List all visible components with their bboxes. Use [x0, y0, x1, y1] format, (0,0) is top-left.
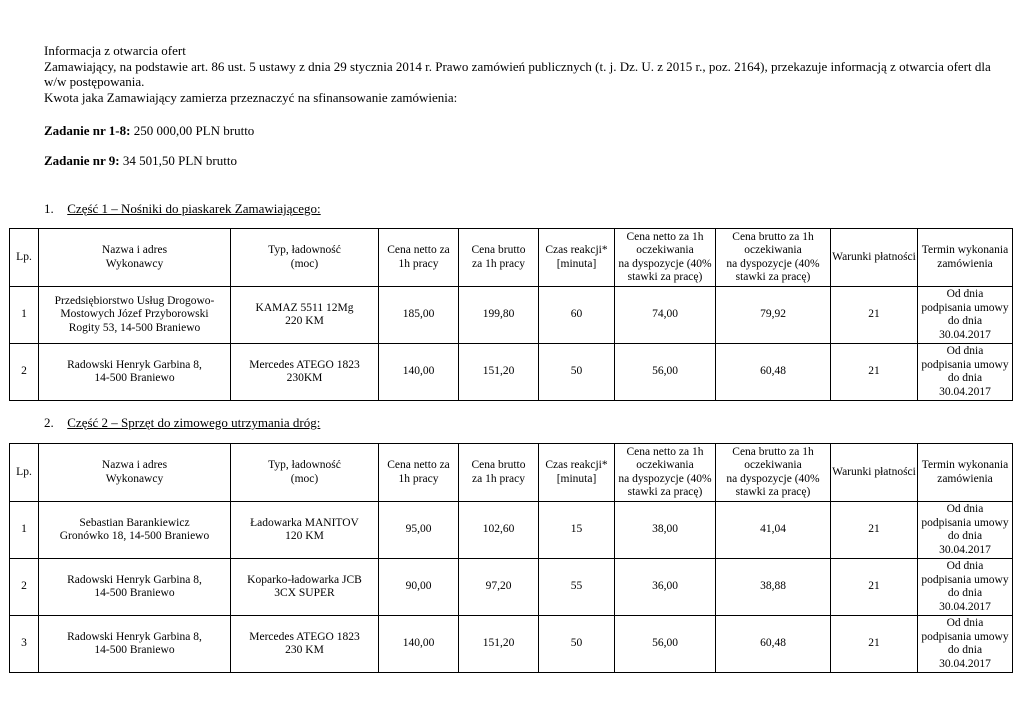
cell-gross-waiting-price: 79,92 — [716, 287, 831, 344]
cell-line: 30.04.2017 — [939, 543, 991, 556]
cell-line: oczekiwania — [744, 459, 802, 471]
cell-line: 1h pracy — [398, 257, 439, 270]
header-gross-waiting-price — [716, 444, 831, 502]
cell-contractor — [39, 344, 231, 401]
cell-line: 30.04.2017 — [939, 328, 991, 341]
section-title: Część 2 – Sprzęt do zimowego utrzymania dróg: — [67, 415, 321, 430]
header-completion-term — [918, 444, 1013, 502]
header-net-waiting-price — [615, 229, 716, 287]
table-row — [10, 502, 1013, 559]
cell-line: do dnia — [947, 530, 983, 542]
header-vehicle-type — [231, 444, 379, 502]
cell-line: Czas reakcji* — [545, 244, 608, 256]
cell-reaction-time: 60 — [539, 287, 615, 344]
cell-line: 30.04.2017 — [939, 600, 991, 613]
cell-line: 230KM — [286, 372, 323, 384]
cell-line: Czas reakcji* — [545, 459, 608, 471]
header-vehicle-type — [231, 229, 379, 287]
document-title: Informacja z otwarcia ofert — [44, 43, 186, 58]
cell-reaction-time: 50 — [539, 616, 615, 673]
cell-line: Cena netto za — [387, 459, 450, 471]
cell-line: za 1h pracy — [472, 257, 525, 270]
cell-line: stawki za pracę) — [627, 271, 703, 283]
cell-gross-waiting-price: 38,88 — [716, 559, 831, 616]
cell-line: (moc) — [290, 257, 319, 270]
cell-payment-terms: 21 — [831, 287, 918, 344]
cell-line: 30.04.2017 — [939, 657, 991, 670]
cell-line: na dyspozycje (40% — [618, 472, 712, 485]
cell-line: Od dnia — [946, 503, 984, 515]
cell-line: Cena netto za 1h — [626, 445, 704, 458]
cell-line: Cena brutto za 1h — [732, 230, 814, 243]
table-row — [10, 559, 1013, 616]
header-net-price — [379, 229, 459, 287]
header-gross-waiting-price — [716, 229, 831, 287]
cell-line: do dnia — [947, 587, 983, 599]
budget-heading: Kwota jaka Zamawiający zamierza przeznaczyć na sfinansowanie zamówienia: — [44, 89, 458, 105]
cell-vehicle-type — [231, 559, 379, 616]
cell-completion-term — [918, 287, 1013, 344]
cell-net-waiting-price: 38,00 — [615, 502, 716, 559]
cell-gross-price: 97,20 — [459, 559, 539, 616]
cell-line: 14-500 Braniewo — [94, 644, 175, 656]
cell-net-price: 140,00 — [379, 616, 459, 673]
cell-line: Przedsiębiorstwo Usług Drogowo- — [54, 294, 215, 307]
cell-line: oczekiwania — [636, 244, 694, 256]
section-heading-1 — [44, 201, 321, 217]
task-label: Zadanie nr 1-8: — [44, 123, 131, 138]
task-label: Zadanie nr 9: — [44, 153, 120, 168]
cell-line: 1h pracy — [398, 472, 439, 485]
cell-gross-waiting-price: 60,48 — [716, 616, 831, 673]
task-budget-1-8 — [44, 123, 254, 139]
table-header-row — [10, 229, 1013, 287]
header-lp: Lp. — [10, 229, 39, 287]
cell-line: Wykonawcy — [105, 257, 164, 270]
header-completion-term — [918, 229, 1013, 287]
cell-payment-terms: 21 — [831, 502, 918, 559]
cell-line: 30.04.2017 — [939, 385, 991, 398]
cell-net-waiting-price: 74,00 — [615, 287, 716, 344]
cell-line: Cena netto za 1h — [626, 230, 704, 243]
header-contractor — [39, 229, 231, 287]
header-contractor — [39, 444, 231, 502]
cell-line: Cena brutto za 1h — [732, 445, 814, 458]
cell-line: Od dnia — [946, 560, 984, 572]
cell-line: podpisania umowy — [921, 516, 1009, 529]
cell-line: Od dnia — [946, 288, 984, 300]
section-title: Część 1 – Nośniki do piaskarek Zamawiającego: — [67, 201, 321, 216]
offers-table-part-1 — [9, 228, 1013, 401]
section-number: 2. — [44, 415, 54, 430]
cell-line: Wykonawcy — [105, 472, 164, 485]
header-reaction-time — [539, 229, 615, 287]
task-value: 250 000,00 PLN brutto — [133, 123, 255, 138]
header-net-price — [379, 444, 459, 502]
cell-line: Cena brutto — [471, 244, 526, 256]
cell-contractor — [39, 502, 231, 559]
cell-line: Cena netto za — [387, 244, 450, 256]
cell-line: Sebastian Barankiewicz — [79, 516, 190, 529]
cell-gross-waiting-price: 41,04 — [716, 502, 831, 559]
cell-line: Warunki płatności — [832, 465, 916, 478]
header-payment-terms — [831, 444, 918, 502]
cell-line: Typ, ładowność — [268, 459, 341, 471]
task-value: 34 501,50 PLN brutto — [122, 153, 237, 168]
cell-net-waiting-price: 36,00 — [615, 559, 716, 616]
cell-line: Termin wykonania — [921, 459, 1009, 471]
cell-line: na dyspozycje (40% — [726, 257, 820, 270]
cell-line: 14-500 Braniewo — [94, 587, 175, 599]
cell-line: stawki za pracę) — [735, 486, 811, 498]
header-gross-price — [459, 444, 539, 502]
cell-line: Mostowych Józef Przyborowski — [60, 308, 209, 321]
cell-line: Warunki płatności — [832, 250, 916, 263]
cell-vehicle-type — [231, 502, 379, 559]
cell-line: Od dnia — [946, 345, 984, 357]
header-lp: Lp. — [10, 444, 39, 502]
cell-net-price: 185,00 — [379, 287, 459, 344]
cell-line: Rogity 53, 14-500 Braniewo — [68, 321, 201, 334]
cell-line: Radowski Henryk Garbina 8, — [67, 630, 202, 643]
cell-lp: 3 — [10, 616, 39, 673]
cell-net-price: 140,00 — [379, 344, 459, 401]
cell-gross-price: 199,80 — [459, 287, 539, 344]
header-payment-terms — [831, 229, 918, 287]
header-reaction-time — [539, 444, 615, 502]
cell-line: (moc) — [290, 472, 319, 485]
cell-lp: 1 — [10, 287, 39, 344]
cell-line: stawki za pracę) — [627, 486, 703, 498]
cell-net-waiting-price: 56,00 — [615, 344, 716, 401]
cell-line: zamówienia — [937, 472, 993, 485]
cell-line: Termin wykonania — [921, 244, 1009, 256]
cell-line: Nazwa i adres — [101, 459, 168, 471]
cell-completion-term — [918, 559, 1013, 616]
cell-completion-term — [918, 502, 1013, 559]
cell-line: Mercedes ATEGO 1823 — [249, 630, 360, 643]
cell-line: do dnia — [947, 644, 983, 656]
cell-line: [minuta] — [556, 257, 597, 270]
header-net-waiting-price — [615, 444, 716, 502]
cell-line: na dyspozycje (40% — [726, 472, 820, 485]
cell-gross-price: 102,60 — [459, 502, 539, 559]
cell-line: 3CX SUPER — [274, 587, 335, 599]
cell-contractor — [39, 616, 231, 673]
cell-line: podpisania umowy — [921, 301, 1009, 314]
task-budget-9 — [44, 153, 237, 169]
cell-contractor — [39, 559, 231, 616]
cell-contractor — [39, 287, 231, 344]
cell-line: Radowski Henryk Garbina 8, — [67, 573, 202, 586]
cell-line: Koparko-ładowarka JCB — [247, 573, 362, 586]
cell-completion-term — [918, 616, 1013, 673]
cell-line: oczekiwania — [636, 459, 694, 471]
cell-reaction-time: 55 — [539, 559, 615, 616]
cell-net-waiting-price: 56,00 — [615, 616, 716, 673]
cell-line: zamówienia — [937, 257, 993, 270]
cell-vehicle-type — [231, 344, 379, 401]
table-row — [10, 287, 1013, 344]
cell-line: za 1h pracy — [472, 472, 525, 485]
cell-line: Od dnia — [946, 617, 984, 629]
table-header-row — [10, 444, 1013, 502]
cell-line: KAMAZ 5511 12Mg — [255, 301, 354, 314]
cell-line: do dnia — [947, 315, 983, 327]
table-row — [10, 616, 1013, 673]
cell-line: na dyspozycje (40% — [618, 257, 712, 270]
cell-line: podpisania umowy — [921, 358, 1009, 371]
cell-line: Ładowarka MANITOV — [250, 516, 359, 529]
cell-gross-price: 151,20 — [459, 344, 539, 401]
cell-line: podpisania umowy — [921, 573, 1009, 586]
cell-line: Nazwa i adres — [101, 244, 168, 256]
cell-payment-terms: 21 — [831, 559, 918, 616]
section-number: 1. — [44, 201, 54, 216]
cell-reaction-time: 50 — [539, 344, 615, 401]
intro-block — [44, 43, 994, 105]
cell-line: Mercedes ATEGO 1823 — [249, 358, 360, 371]
cell-line: 230 KM — [285, 644, 324, 656]
cell-line: 220 KM — [285, 315, 324, 327]
table-row — [10, 344, 1013, 401]
cell-line: Radowski Henryk Garbina 8, — [67, 358, 202, 371]
cell-lp: 2 — [10, 344, 39, 401]
cell-payment-terms: 21 — [831, 344, 918, 401]
cell-lp: 2 — [10, 559, 39, 616]
cell-line: podpisania umowy — [921, 630, 1009, 643]
legal-basis-text: Zamawiający, na podstawie art. 86 ust. 5 ustawy z dnia 29 stycznia 2014 r. Prawo zamówień publicznych (t. j. Dz. U. z 2015 r., poz. 2164), przekazuje informacją z otwarcia ofert dla w/w postępowania. — [44, 58, 991, 89]
cell-payment-terms: 21 — [831, 616, 918, 673]
cell-gross-price: 151,20 — [459, 616, 539, 673]
cell-line: stawki za pracę) — [735, 271, 811, 283]
cell-lp: 1 — [10, 502, 39, 559]
cell-line: Typ, ładowność — [268, 244, 341, 256]
section-heading-2 — [44, 415, 320, 431]
offers-table-part-2 — [9, 443, 1013, 673]
cell-line: Gronówko 18, 14-500 Braniewo — [59, 530, 210, 542]
cell-net-price: 95,00 — [379, 502, 459, 559]
cell-vehicle-type — [231, 616, 379, 673]
cell-net-price: 90,00 — [379, 559, 459, 616]
cell-line: 120 KM — [285, 530, 324, 542]
cell-line: [minuta] — [556, 472, 597, 485]
header-gross-price — [459, 229, 539, 287]
cell-line: 14-500 Braniewo — [94, 372, 175, 384]
cell-line: do dnia — [947, 372, 983, 384]
cell-reaction-time: 15 — [539, 502, 615, 559]
cell-line: Cena brutto — [471, 459, 526, 471]
cell-line: oczekiwania — [744, 244, 802, 256]
cell-gross-waiting-price: 60,48 — [716, 344, 831, 401]
cell-vehicle-type — [231, 287, 379, 344]
cell-completion-term — [918, 344, 1013, 401]
